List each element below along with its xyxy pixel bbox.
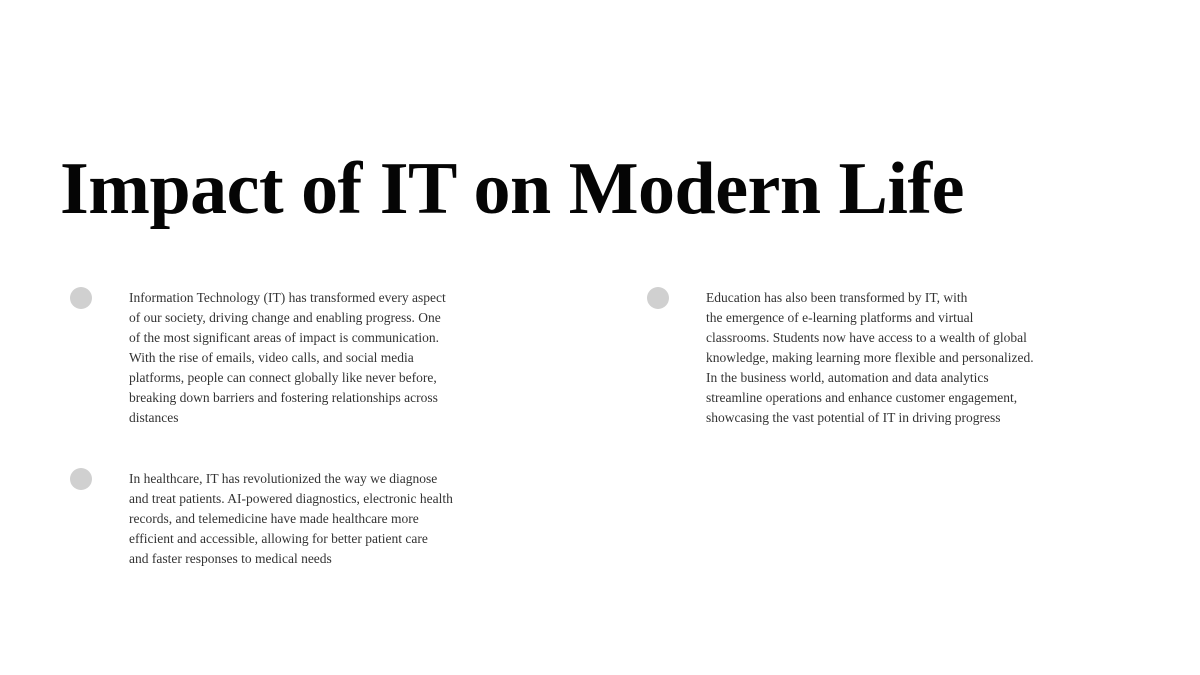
paragraph-line: With the rise of emails, video calls, and social media bbox=[129, 350, 414, 365]
paragraph-line: Information Technology (IT) has transformed every aspect bbox=[129, 290, 446, 305]
slide-title: Impact of IT on Modern Life bbox=[60, 148, 964, 230]
paragraph-line: records, and telemedicine have made healthcare more bbox=[129, 511, 419, 526]
bullet-dot-icon bbox=[70, 468, 92, 490]
bullet-paragraph bbox=[129, 288, 529, 428]
paragraph-line: In healthcare, IT has revolutionized the way we diagnose bbox=[129, 471, 438, 486]
paragraph-line: Education has also been transformed by IT, with bbox=[706, 290, 968, 305]
bullet-dot-icon bbox=[647, 287, 669, 309]
paragraph-line: showcasing the vast potential of IT in driving progress bbox=[706, 410, 1001, 425]
paragraph-line: of our society, driving change and enabling progress. One bbox=[129, 310, 441, 325]
paragraph-line: distances bbox=[129, 410, 179, 425]
paragraph-line: classrooms. Students now have access to a wealth of global bbox=[706, 330, 1027, 345]
bullet-paragraph bbox=[129, 469, 529, 569]
paragraph-line: of the most significant areas of impact is communication. bbox=[129, 330, 440, 345]
paragraph-line: In the business world, automation and data analytics bbox=[706, 370, 989, 385]
paragraph-line: streamline operations and enhance customer engagement, bbox=[706, 390, 1018, 405]
paragraph-line: the emergence of e-learning platforms and virtual bbox=[706, 310, 974, 325]
paragraph-line: efficient and accessible, allowing for better patient care bbox=[129, 531, 428, 546]
paragraph-line: platforms, people can connect globally like never before, bbox=[129, 370, 437, 385]
paragraph-line: knowledge, making learning more flexible and personalized. bbox=[706, 350, 1034, 365]
paragraph-line: and treat patients. AI-powered diagnostics, electronic health bbox=[129, 491, 453, 506]
bullet-dot-icon bbox=[70, 287, 92, 309]
paragraph-line: and faster responses to medical needs bbox=[129, 551, 332, 566]
bullet-paragraph bbox=[706, 288, 1106, 428]
paragraph-line: breaking down barriers and fostering relationships across bbox=[129, 390, 438, 405]
